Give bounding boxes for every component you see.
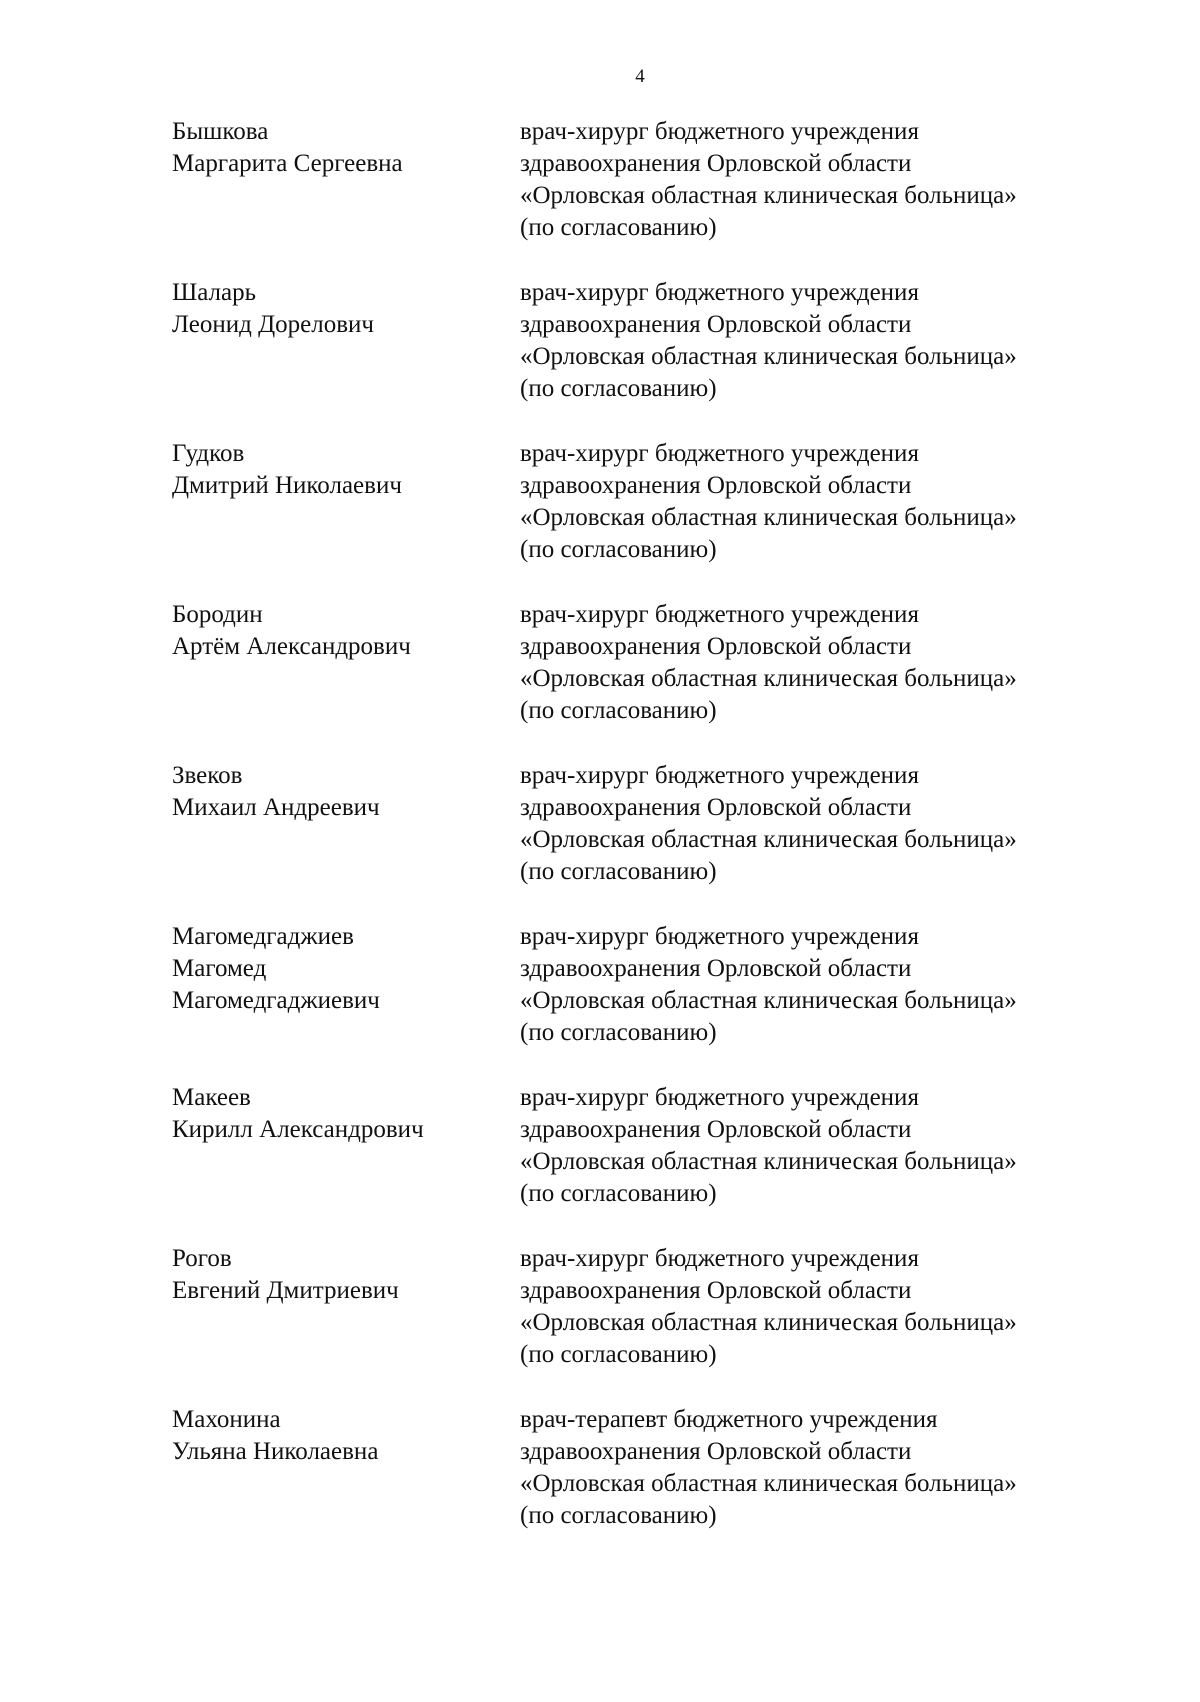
member-position bbox=[520, 1243, 1112, 1404]
position-line: «Орловская областная клиническая больница» bbox=[520, 826, 1017, 853]
position-line: врач-хирург бюджетного учреждения bbox=[520, 1245, 919, 1272]
member-name bbox=[172, 921, 520, 1082]
member-given-names: Маргарита Сергеевна bbox=[172, 150, 403, 177]
member-entry bbox=[172, 599, 1112, 760]
position-line: «Орловская областная клиническая больница» bbox=[520, 343, 1017, 370]
position-line: (по согласованию) bbox=[520, 375, 717, 402]
member-name bbox=[172, 116, 520, 277]
member-name bbox=[172, 277, 520, 438]
position-line: здравоохранения Орловской области bbox=[520, 633, 912, 660]
member-entry bbox=[172, 1082, 1112, 1243]
member-position bbox=[520, 921, 1112, 1082]
member-surname: Гудков bbox=[172, 440, 245, 467]
position-line: здравоохранения Орловской области bbox=[520, 150, 912, 177]
member-list bbox=[172, 116, 1112, 1565]
position-line: (по согласованию) bbox=[520, 697, 717, 724]
member-entry bbox=[172, 116, 1112, 277]
position-line: (по согласованию) bbox=[520, 858, 717, 885]
position-line: врач-хирург бюджетного учреждения bbox=[520, 118, 919, 145]
position-line: (по согласованию) bbox=[520, 536, 717, 563]
position-line: врач-хирург бюджетного учреждения bbox=[520, 762, 919, 789]
member-given-names: Леонид Дорелович bbox=[172, 311, 374, 338]
member-surname: Макеев bbox=[172, 1084, 251, 1111]
member-surname: Бышкова bbox=[172, 118, 269, 145]
member-entry bbox=[172, 277, 1112, 438]
position-line: здравоохранения Орловской области bbox=[520, 1116, 912, 1143]
member-name bbox=[172, 599, 520, 760]
member-patronymic: Магомедгаджиевич bbox=[172, 987, 380, 1014]
page-number: 4 bbox=[635, 66, 645, 87]
position-line: «Орловская областная клиническая больница» bbox=[520, 987, 1017, 1014]
position-line: «Орловская областная клиническая больница» bbox=[520, 504, 1017, 531]
member-entry bbox=[172, 438, 1112, 599]
member-position bbox=[520, 1404, 1112, 1565]
member-name bbox=[172, 438, 520, 599]
member-given-names: Кирилл Александрович bbox=[172, 1116, 424, 1143]
member-position bbox=[520, 599, 1112, 760]
member-given-names: Дмитрий Николаевич bbox=[172, 472, 402, 499]
position-line: врач-хирург бюджетного учреждения bbox=[520, 601, 919, 628]
member-given-names: Артём Александрович bbox=[172, 633, 411, 660]
position-line: «Орловская областная клиническая больница» bbox=[520, 1470, 1017, 1497]
member-name bbox=[172, 760, 520, 921]
position-line: врач-терапевт бюджетного учреждения bbox=[520, 1406, 938, 1433]
member-surname: Бородин bbox=[172, 601, 263, 628]
position-line: здравоохранения Орловской области bbox=[520, 472, 912, 499]
member-given-names: Михаил Андреевич bbox=[172, 794, 380, 821]
member-entry bbox=[172, 921, 1112, 1082]
member-surname: Махонина bbox=[172, 1406, 281, 1433]
member-name bbox=[172, 1404, 520, 1565]
member-entry bbox=[172, 1404, 1112, 1565]
position-line: врач-хирург бюджетного учреждения bbox=[520, 923, 919, 950]
position-line: здравоохранения Орловской области bbox=[520, 311, 912, 338]
position-line: здравоохранения Орловской области bbox=[520, 1277, 912, 1304]
member-entry bbox=[172, 1243, 1112, 1404]
member-position bbox=[520, 438, 1112, 599]
position-line: (по согласованию) bbox=[520, 1502, 717, 1529]
member-position bbox=[520, 277, 1112, 438]
position-line: врач-хирург бюджетного учреждения bbox=[520, 279, 919, 306]
position-line: врач-хирург бюджетного учреждения bbox=[520, 1084, 919, 1111]
member-surname: Звеков bbox=[172, 762, 243, 789]
member-entry bbox=[172, 760, 1112, 921]
position-line: (по согласованию) bbox=[520, 1019, 717, 1046]
member-given-names: Евгений Дмитриевич bbox=[172, 1277, 399, 1304]
member-surname: Рогов bbox=[172, 1245, 232, 1272]
position-line: (по согласованию) bbox=[520, 1341, 717, 1368]
member-position bbox=[520, 116, 1112, 277]
member-position bbox=[520, 1082, 1112, 1243]
position-line: здравоохранения Орловской области bbox=[520, 794, 912, 821]
member-position bbox=[520, 760, 1112, 921]
position-line: «Орловская областная клиническая больница» bbox=[520, 1309, 1017, 1336]
member-surname: Шаларь bbox=[172, 279, 257, 306]
position-line: «Орловская областная клиническая больница» bbox=[520, 1148, 1017, 1175]
member-name bbox=[172, 1243, 520, 1404]
member-surname: Магомедгаджиев bbox=[172, 923, 354, 950]
member-given-names: Ульяна Николаевна bbox=[172, 1438, 379, 1465]
member-given-names: Магомед bbox=[172, 955, 267, 982]
position-line: врач-хирург бюджетного учреждения bbox=[520, 440, 919, 467]
position-line: (по согласованию) bbox=[520, 214, 717, 241]
member-name bbox=[172, 1082, 520, 1243]
position-line: здравоохранения Орловской области bbox=[520, 955, 912, 982]
position-line: «Орловская областная клиническая больница» bbox=[520, 182, 1017, 209]
position-line: «Орловская областная клиническая больница» bbox=[520, 665, 1017, 692]
position-line: (по согласованию) bbox=[520, 1180, 717, 1207]
position-line: здравоохранения Орловской области bbox=[520, 1438, 912, 1465]
